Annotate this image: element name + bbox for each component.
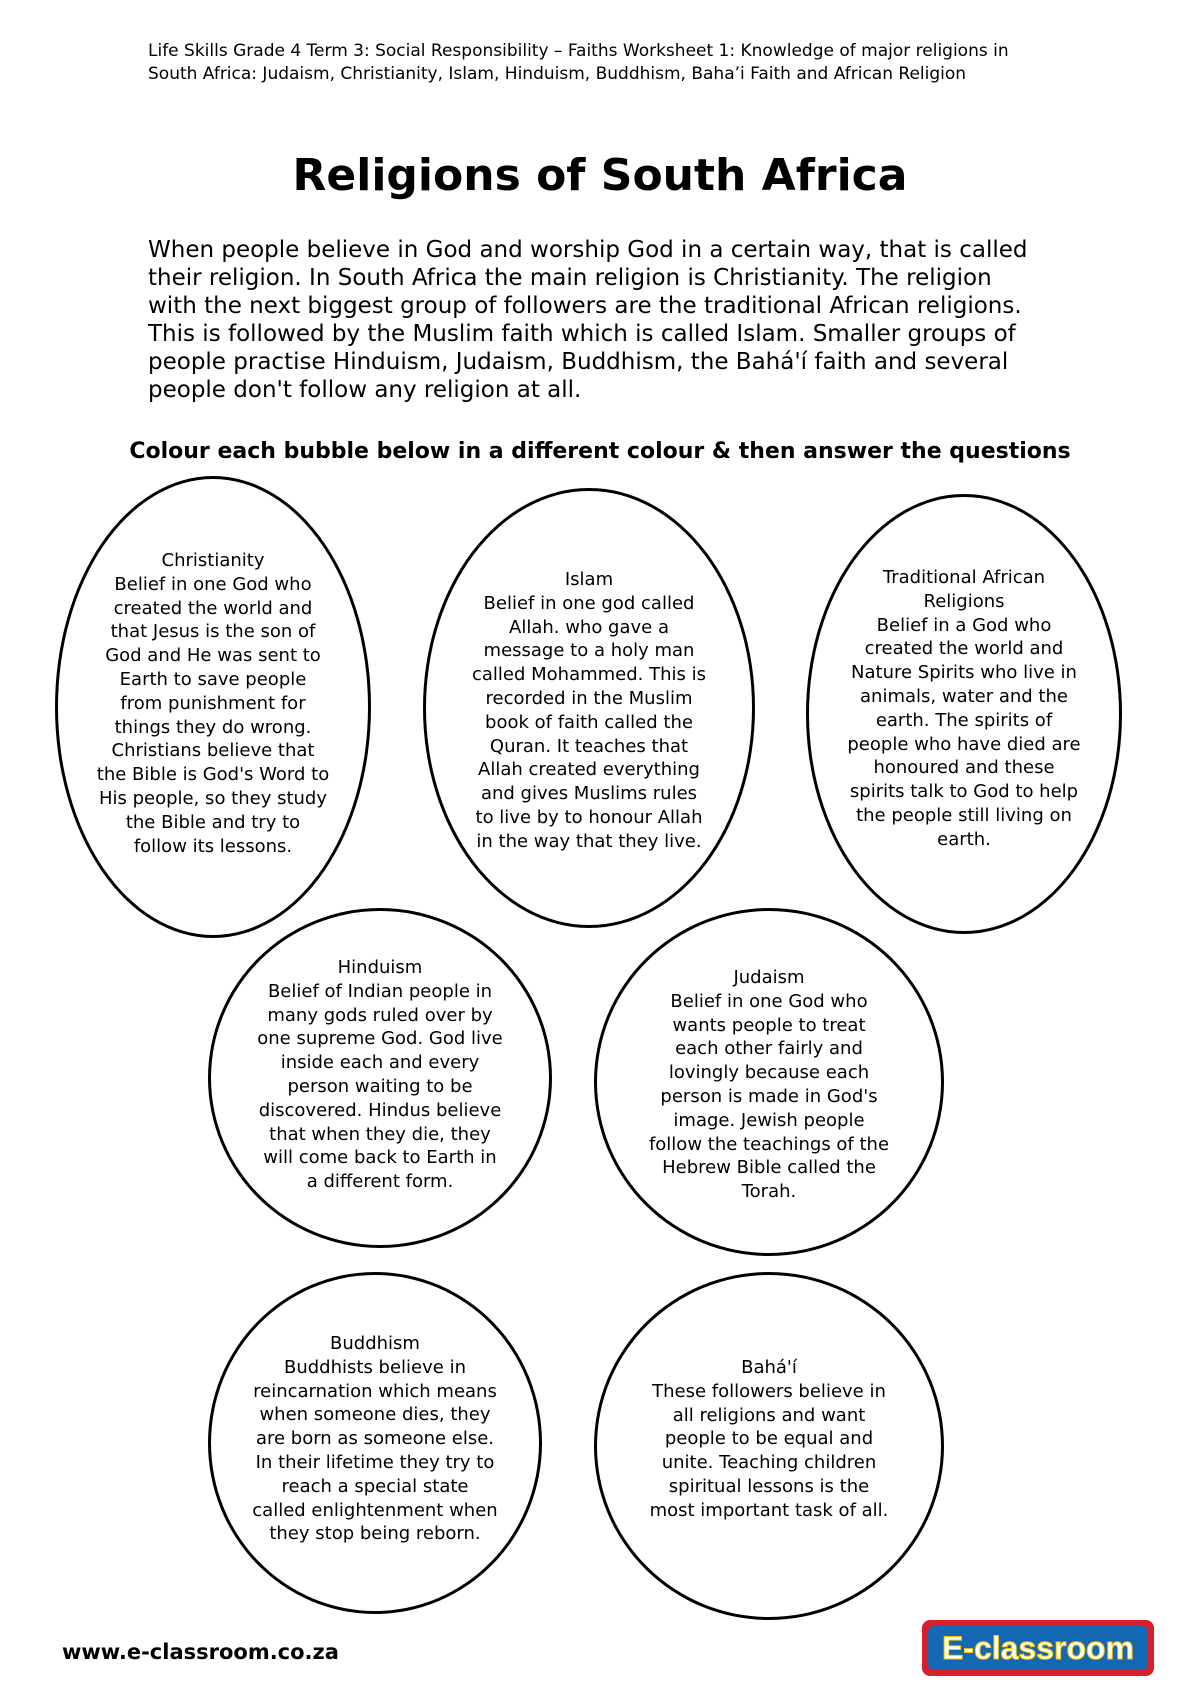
hinduism-line: discovered. Hindus believe — [258, 1099, 502, 1121]
judaism-line: Torah. — [741, 1181, 797, 1203]
buddhism-line: reincarnation which means — [253, 1380, 497, 1402]
bahai-line: most important task of all. — [649, 1499, 889, 1521]
islam-line: Allah created everything — [478, 759, 700, 781]
christianity-line: created the world and — [113, 597, 313, 619]
hinduism-heading: Hinduism — [337, 957, 423, 978]
judaism-line: Hebrew Bible called the — [662, 1157, 876, 1179]
judaism-heading: Judaism — [733, 967, 805, 988]
hinduism-text — [213, 956, 547, 1194]
judaism-line: follow the teachings of the — [648, 1133, 890, 1155]
christianity-text — [60, 549, 366, 858]
judaism-line: Belief in one God who — [670, 990, 868, 1012]
header-line-2: South Africa: Judaism, Christianity, Islam, Hinduism, Buddhism, Baha’i Faith and African Religion — [148, 64, 967, 84]
buddhism-text — [213, 1332, 537, 1546]
hinduism-line: many gods ruled over by — [267, 1004, 493, 1026]
buddhism-line: In their lifetime they try to — [255, 1451, 495, 1473]
hinduism-line: will come back to Earth in — [263, 1147, 497, 1169]
islam-line: called Mohammed. This is — [471, 664, 707, 686]
buddhism-line: reach a special state — [281, 1475, 469, 1497]
buddhism-heading: Buddhism — [330, 1333, 420, 1354]
christianity-line: God and He was sent to — [105, 645, 321, 667]
header-line-1: Life Skills Grade 4 Term 3: Social Responsibility – Faiths Worksheet 1: Knowledge of major religions in — [148, 41, 1009, 61]
christianity-line: that Jesus is the son of — [110, 621, 316, 643]
african-religions-line: people who have died are — [847, 733, 1081, 755]
judaism-line: lovingly because each — [668, 1062, 870, 1084]
judaism-line: wants people to treat — [672, 1014, 866, 1036]
instruction: Colour each bubble below in a different colour & then answer the questions — [129, 439, 1071, 464]
african-religions-line: animals, water and the — [860, 685, 1068, 707]
buddhism-line: called enlightenment when — [252, 1499, 498, 1521]
intro-line-6: people don't follow any religion at all. — [148, 377, 582, 403]
christianity-line: the Bible is God's Word to — [96, 764, 330, 786]
african-religions-line: earth. — [937, 828, 991, 850]
christianity-line: His people, so they study — [98, 787, 328, 809]
christianity-line: the Bible and try to — [125, 811, 301, 833]
christianity-line: from punishment for — [120, 692, 306, 714]
logo-text: E-classroom — [941, 1630, 1135, 1666]
islam-text — [428, 568, 750, 854]
christianity-line: Christians believe that — [111, 740, 315, 762]
african-religions-line: honoured and these — [873, 757, 1055, 779]
bahai-line: These followers believe in — [652, 1380, 886, 1402]
christianity-line: Belief in one God who — [114, 573, 312, 595]
buddhism-line: they stop being reborn. — [269, 1523, 481, 1545]
islam-line: Allah. who gave a — [509, 616, 669, 638]
bahai-line: unite. Teaching children — [661, 1452, 877, 1474]
judaism-line: image. Jewish people — [673, 1109, 865, 1131]
buddhism-line: Buddhists believe in — [284, 1356, 466, 1378]
african-religions-line: spirits talk to God to help — [849, 781, 1079, 803]
buddhism-line: are born as someone else. — [255, 1428, 495, 1450]
islam-line: book of faith called the — [485, 711, 693, 733]
intro-line-5: people practise Hinduism, Judaism, Buddhism, the Bahá'í faith and several — [148, 349, 1009, 375]
hinduism-line: that when they die, they — [269, 1123, 491, 1145]
hinduism-line: one supreme God. God live — [257, 1028, 503, 1050]
african-religions-heading: Traditional African — [882, 567, 1046, 588]
islam-line: recorded in the Muslim — [485, 687, 693, 709]
african-religions-heading: Religions — [923, 590, 1005, 612]
islam-line: and gives Muslims rules — [480, 783, 698, 805]
intro-line-4: This is followed by the Muslim faith which is called Islam. Smaller groups of — [148, 321, 1016, 347]
page-title: Religions of South Africa — [292, 150, 908, 201]
bahai-heading: Bahá'í — [741, 1357, 797, 1378]
judaism-line: each other fairly and — [675, 1038, 863, 1060]
african-religions-line: created the world and — [864, 638, 1064, 660]
african-religions-line: Nature Spirits who live in — [851, 662, 1077, 684]
african-religions-line: earth. The spirits of — [875, 709, 1053, 731]
islam-line: in the way that they live. — [476, 830, 702, 852]
christianity-heading: Christianity — [161, 550, 265, 571]
bahai-text — [599, 1356, 939, 1523]
buddhism-line: when someone dies, they — [259, 1404, 491, 1426]
intro-line-2: their religion. In South Africa the main religion is Christianity. The religion — [148, 265, 992, 291]
african-religions-line: Belief in a God who — [876, 614, 1052, 636]
bahai-line: people to be equal and — [664, 1428, 874, 1450]
hinduism-line: person waiting to be — [287, 1075, 473, 1097]
african-religions-text — [811, 566, 1117, 852]
islam-line: Quran. It teaches that — [489, 735, 689, 757]
footer-url[interactable]: www.e-classroom.co.za — [62, 1640, 339, 1664]
intro-line-1: When people believe in God and worship God in a certain way, that is called — [148, 237, 1028, 263]
hinduism-line: inside each and every — [280, 1052, 480, 1074]
e-classroom-logo — [918, 1616, 1158, 1682]
islam-line: to live by to honour Allah — [475, 806, 703, 828]
judaism-text — [599, 966, 939, 1204]
judaism-line: person is made in God's — [660, 1085, 878, 1107]
hinduism-line: a different form. — [306, 1171, 454, 1193]
islam-line: Belief in one god called — [483, 592, 695, 614]
christianity-line: things they do wrong. — [114, 716, 312, 738]
islam-heading: Islam — [564, 569, 614, 590]
christianity-line: follow its lessons. — [133, 835, 293, 857]
african-religions-line: the people still living on — [856, 804, 1072, 826]
bahai-line: spiritual lessons is the — [668, 1475, 870, 1497]
bahai-line: all religions and want — [672, 1404, 866, 1426]
hinduism-line: Belief of Indian people in — [267, 980, 493, 1002]
christianity-line: Earth to save people — [119, 668, 307, 690]
intro-line-3: with the next biggest group of followers are the traditional African religions. — [148, 293, 1022, 319]
islam-line: message to a holy man — [483, 640, 695, 662]
